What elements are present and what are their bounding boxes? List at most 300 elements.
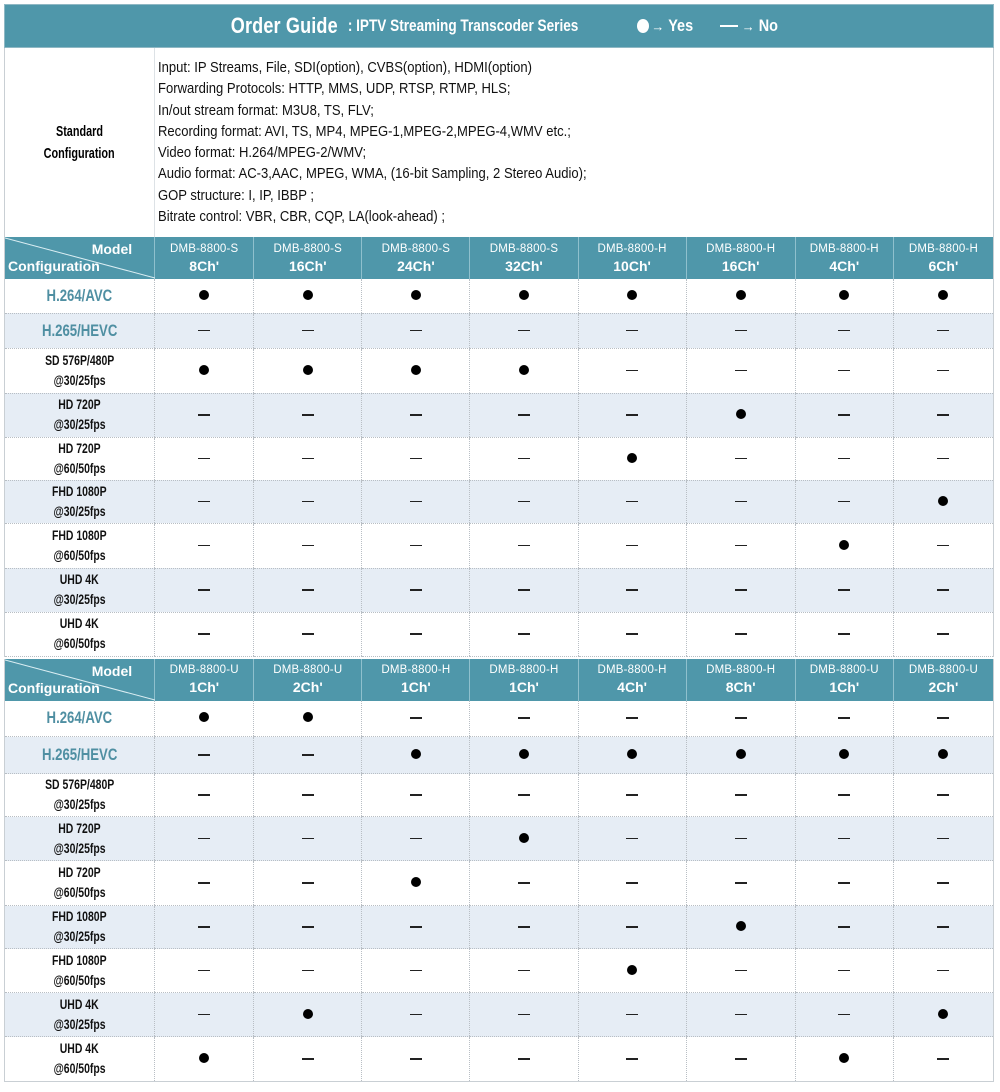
support-cell	[893, 313, 993, 348]
spec-line: Video format: H.264/MPEG-2/WMV;	[158, 145, 367, 162]
table-row	[5, 568, 994, 612]
corner-header	[5, 237, 155, 279]
support-cell	[155, 437, 254, 480]
support-cell	[893, 393, 993, 437]
support-cell	[155, 279, 254, 313]
support-cell	[470, 774, 578, 817]
legend-yes-label: Yes	[668, 16, 694, 35]
no-dash-icon	[198, 970, 210, 972]
row-label-line2: @60/50fps	[53, 547, 106, 563]
channel-count: 32Ch'	[505, 257, 543, 274]
yes-dot-icon	[519, 365, 529, 375]
no-dash-icon	[838, 794, 850, 796]
no-dash-icon	[302, 589, 314, 591]
support-cell	[155, 906, 254, 949]
yes-dot-icon	[199, 290, 209, 300]
no-dash-icon	[302, 926, 314, 928]
support-cell	[795, 906, 893, 949]
support-cell	[578, 393, 686, 437]
support-cell	[254, 279, 362, 313]
no-dash-icon	[410, 545, 422, 547]
yes-dot-icon	[627, 749, 637, 759]
yes-dot-icon	[303, 290, 313, 300]
no-dash-icon	[838, 501, 850, 503]
table-row	[5, 393, 994, 437]
model-name: DMB-8800-H	[706, 664, 776, 676]
standard-configuration	[4, 48, 994, 237]
label-line: Configuration	[43, 144, 116, 162]
model-name: DMB-8800-H	[809, 242, 879, 255]
support-cell	[686, 861, 795, 906]
row-label	[5, 568, 155, 612]
table-row	[5, 861, 994, 906]
support-cell	[362, 612, 470, 656]
row-label-line1: UHD 4K	[60, 1041, 100, 1056]
no-dash-icon	[410, 458, 422, 460]
table-header-row	[5, 659, 994, 701]
no-dash-icon	[410, 717, 422, 719]
channel-count: 6Ch'	[928, 257, 959, 274]
no-dash-icon	[302, 633, 314, 635]
support-cell	[362, 1037, 470, 1082]
channel-count: 2Ch'	[928, 679, 959, 695]
no-dash-icon	[735, 501, 747, 503]
no-dash-icon	[838, 882, 850, 884]
no-dash-icon	[626, 370, 638, 372]
support-cell	[686, 737, 795, 774]
support-cell	[155, 393, 254, 437]
no-dash-icon	[937, 970, 949, 972]
support-cell	[893, 523, 993, 568]
no-dash-icon	[937, 458, 949, 460]
support-cell	[254, 1037, 362, 1082]
table-header-row	[5, 237, 994, 279]
support-cell	[686, 817, 795, 861]
support-cell	[686, 906, 795, 949]
support-cell	[254, 737, 362, 774]
no-dash-icon	[735, 545, 747, 547]
spec-line: In/out stream format: M3U8, TS, FLV;	[158, 102, 374, 119]
support-cell	[254, 949, 362, 993]
model-axis-label: Model	[91, 662, 133, 679]
support-cell	[254, 701, 362, 737]
support-cell	[470, 393, 578, 437]
no-dash-icon	[518, 545, 530, 547]
support-cell	[686, 480, 795, 523]
channel-count: 16Ch'	[721, 257, 760, 274]
support-cell	[893, 906, 993, 949]
support-cell	[362, 993, 470, 1037]
support-cell	[155, 612, 254, 656]
corner-header	[5, 659, 155, 701]
support-cell	[893, 737, 993, 774]
support-cell	[362, 568, 470, 612]
row-label-line1: H.264/AVC	[46, 285, 113, 305]
row-label	[5, 861, 155, 906]
support-cell	[686, 523, 795, 568]
no-dash-icon	[838, 633, 850, 635]
row-label-line2: @30/25fps	[53, 592, 106, 607]
page-subtitle: : IPTV Streaming Transcoder Series	[348, 16, 579, 35]
support-cell	[578, 949, 686, 993]
support-cell	[470, 817, 578, 861]
yes-dot-icon	[839, 749, 849, 759]
no-dash-icon	[198, 414, 210, 416]
support-cell	[155, 949, 254, 993]
yes-dot-icon	[938, 496, 948, 506]
no-dash-icon	[838, 370, 850, 372]
no-dash-icon	[735, 882, 747, 884]
no-dash-icon	[198, 458, 210, 460]
label-line: Standard	[56, 122, 103, 140]
support-cell	[893, 1037, 993, 1082]
table-row	[5, 612, 994, 656]
support-cell	[470, 906, 578, 949]
support-cell	[686, 568, 795, 612]
no-dash-icon	[518, 926, 530, 928]
table-row	[5, 313, 994, 348]
model-column-header	[893, 659, 993, 701]
support-cell	[470, 348, 578, 393]
support-cell	[362, 313, 470, 348]
support-cell	[254, 568, 362, 612]
row-label-line1: FHD 1080P	[52, 952, 107, 968]
support-cell	[470, 993, 578, 1037]
no-dash-icon	[626, 926, 638, 928]
support-cell	[686, 993, 795, 1037]
support-cell	[795, 523, 893, 568]
model-name: DMB-8800-U	[169, 664, 239, 676]
row-label-line2: @30/25fps	[53, 840, 106, 856]
yes-dot-icon	[938, 749, 948, 759]
channel-count: 8Ch'	[189, 257, 220, 274]
support-cell	[686, 437, 795, 480]
model-name: DMB-8800-H	[597, 242, 667, 255]
no-dash-icon	[302, 414, 314, 416]
support-cell	[470, 701, 578, 737]
yes-dot-icon	[736, 749, 746, 759]
row-label	[5, 949, 155, 993]
no-dash-icon	[937, 589, 949, 591]
row-label	[5, 1037, 155, 1082]
yes-dot-icon	[303, 712, 313, 722]
channel-count: 1Ch'	[509, 679, 539, 695]
support-cell	[155, 993, 254, 1037]
row-label	[5, 774, 155, 817]
row-label-line2: @30/25fps	[53, 1016, 106, 1032]
table-row	[5, 437, 994, 480]
support-cell	[362, 279, 470, 313]
support-cell	[254, 774, 362, 817]
standard-configuration-label	[5, 48, 155, 237]
yes-dot-icon	[303, 365, 313, 375]
model-column-header	[155, 237, 254, 279]
row-label-line2: @30/25fps	[53, 929, 106, 944]
yes-dot-icon	[736, 290, 746, 300]
support-cell	[795, 393, 893, 437]
model-name: DMB-8800-U	[809, 664, 879, 676]
no-dash-icon	[626, 414, 638, 416]
no-dash-icon	[518, 330, 530, 332]
support-cell	[795, 817, 893, 861]
support-cell	[893, 949, 993, 993]
model-name: DMB-8800-S	[489, 242, 559, 255]
no-dash-icon	[937, 370, 949, 372]
no-dash-icon	[198, 633, 210, 635]
row-label-line1: UHD 4K	[60, 996, 100, 1012]
no-dash-icon	[302, 970, 314, 972]
model-table	[4, 659, 994, 1083]
support-cell	[155, 737, 254, 774]
configuration-axis-label: Configuration	[8, 258, 100, 274]
row-label-line2: @60/50fps	[53, 460, 106, 476]
support-cell	[578, 817, 686, 861]
support-cell	[470, 313, 578, 348]
spec-line: Forwarding Protocols: HTTP, MMS, UDP, RTSP, RTMP, HLS;	[158, 81, 511, 98]
no-dash-icon	[410, 1058, 422, 1060]
support-cell	[362, 737, 470, 774]
support-cell	[155, 1037, 254, 1082]
no-dash-icon	[518, 414, 530, 416]
support-cell	[254, 993, 362, 1037]
no-dash-icon	[518, 794, 530, 796]
support-cell	[578, 348, 686, 393]
no-dash-icon	[302, 754, 314, 756]
support-cell	[578, 737, 686, 774]
support-cell	[686, 313, 795, 348]
yes-dot-icon	[736, 409, 746, 419]
model-column-header	[362, 659, 470, 701]
support-cell	[362, 949, 470, 993]
yes-dot-icon	[199, 1053, 209, 1063]
no-dash-icon	[198, 882, 210, 884]
model-column-header	[893, 237, 993, 279]
channel-count: 4Ch'	[829, 257, 860, 274]
support-cell	[254, 393, 362, 437]
no-dash-icon	[937, 545, 949, 547]
support-cell	[470, 437, 578, 480]
no-dash-icon	[735, 458, 747, 460]
support-cell	[686, 612, 795, 656]
model-column-header	[795, 659, 893, 701]
configuration-axis-label: Configuration	[8, 679, 100, 696]
table-row	[5, 949, 994, 993]
no-dash-icon	[626, 545, 638, 547]
row-label-line1: HD 720P	[58, 865, 101, 880]
support-cell	[155, 313, 254, 348]
channel-count: 2Ch'	[292, 679, 323, 695]
support-cell	[155, 523, 254, 568]
no-dash-icon	[410, 1014, 422, 1016]
model-column-header	[578, 659, 686, 701]
support-cell	[795, 861, 893, 906]
yes-dot-icon	[199, 365, 209, 375]
row-label	[5, 393, 155, 437]
yes-dot-icon	[411, 749, 421, 759]
no-dash-icon	[518, 458, 530, 460]
support-cell	[893, 568, 993, 612]
yes-dot-icon	[411, 365, 421, 375]
row-label-line1: UHD 4K	[60, 572, 100, 587]
table-row	[5, 523, 994, 568]
table-row	[5, 737, 994, 774]
no-dash-icon	[302, 838, 314, 840]
model-column-header	[155, 659, 254, 701]
model-tables	[4, 237, 994, 1082]
support-cell	[362, 774, 470, 817]
no-dash-icon	[198, 926, 210, 928]
legend	[637, 16, 779, 36]
support-cell	[155, 774, 254, 817]
table-row	[5, 774, 994, 817]
no-dash-icon	[198, 501, 210, 503]
table-row	[5, 348, 994, 393]
no-dash-icon	[937, 838, 949, 840]
support-cell	[578, 861, 686, 906]
support-cell	[362, 437, 470, 480]
no-dash-icon	[410, 501, 422, 503]
yes-dot-icon	[411, 290, 421, 300]
no-dash-icon	[735, 717, 747, 719]
row-label	[5, 817, 155, 861]
no-dash-icon	[735, 370, 747, 372]
yes-dot-icon	[938, 290, 948, 300]
support-cell	[470, 279, 578, 313]
support-cell	[795, 993, 893, 1037]
row-label	[5, 993, 155, 1037]
order-guide	[4, 4, 994, 1082]
support-cell	[155, 861, 254, 906]
yes-dot-icon	[736, 921, 746, 931]
model-column-header	[254, 237, 362, 279]
table-row	[5, 817, 994, 861]
no-dash-icon	[838, 458, 850, 460]
no-dash-icon	[937, 633, 949, 635]
no-dash-icon	[735, 589, 747, 591]
model-axis-label: Model	[91, 241, 133, 257]
no-dash-icon	[735, 330, 747, 332]
row-label	[5, 348, 155, 393]
no-dash-icon	[937, 1058, 949, 1060]
row-label-line1: H.265/HEVC	[41, 745, 118, 764]
no-dash-icon	[626, 330, 638, 332]
row-label-line2: @30/25fps	[53, 797, 106, 812]
no-dash-icon	[937, 414, 949, 416]
support-cell	[795, 568, 893, 612]
no-dash-icon	[518, 501, 530, 503]
no-dash-icon	[735, 794, 747, 796]
no-dash-icon	[838, 330, 850, 332]
yes-dot-icon	[839, 540, 849, 550]
yes-dot-icon	[519, 749, 529, 759]
yes-dot-icon	[627, 965, 637, 975]
no-dash-icon	[410, 838, 422, 840]
no-dash-icon	[937, 717, 949, 719]
yes-dot-icon	[839, 290, 849, 300]
support-cell	[795, 279, 893, 313]
model-name: DMB-8800-S	[273, 242, 343, 255]
support-cell	[795, 737, 893, 774]
support-cell	[254, 313, 362, 348]
arrow-right-icon: →	[741, 18, 755, 34]
support-cell	[578, 313, 686, 348]
support-cell	[893, 612, 993, 656]
no-dash-icon	[626, 794, 638, 796]
support-cell	[893, 701, 993, 737]
no-dash-icon	[838, 414, 850, 416]
row-label-line2: @30/25fps	[53, 503, 106, 519]
no-dash-icon	[735, 633, 747, 635]
yes-dot-icon	[519, 833, 529, 843]
support-cell	[254, 480, 362, 523]
no-dash-icon	[838, 717, 850, 719]
row-label-line2: @60/50fps	[53, 972, 106, 988]
channel-count: 1Ch'	[829, 679, 860, 695]
yes-dot-icon	[627, 453, 637, 463]
row-label-line2: @60/50fps	[53, 885, 106, 900]
yes-dot-icon	[519, 290, 529, 300]
no-dash-icon	[838, 838, 850, 840]
model-column-header	[362, 237, 470, 279]
row-label-line2: @60/50fps	[53, 1061, 106, 1076]
support-cell	[893, 993, 993, 1037]
no-dash-icon	[937, 794, 949, 796]
no-dash-icon	[302, 794, 314, 796]
row-label-line1: HD 720P	[58, 820, 101, 836]
support-cell	[893, 774, 993, 817]
channel-count: 1Ch'	[189, 679, 220, 695]
no-dash-icon	[302, 458, 314, 460]
row-label	[5, 906, 155, 949]
row-label	[5, 480, 155, 523]
no-dash-icon	[302, 882, 314, 884]
support-cell	[795, 480, 893, 523]
title-bar	[4, 4, 994, 48]
yes-dot-icon	[411, 877, 421, 887]
row-label	[5, 523, 155, 568]
page-title: Order Guide	[230, 13, 338, 38]
support-cell	[578, 701, 686, 737]
support-cell	[362, 393, 470, 437]
row-label-line1: HD 720P	[58, 440, 101, 456]
support-cell	[686, 279, 795, 313]
support-cell	[362, 523, 470, 568]
row-label-line1: FHD 1080P	[52, 527, 107, 543]
row-label-line1: UHD 4K	[60, 616, 100, 631]
support-cell	[470, 737, 578, 774]
legend-no-label: No	[758, 16, 778, 35]
support-cell	[362, 701, 470, 737]
support-cell	[578, 437, 686, 480]
support-cell	[470, 612, 578, 656]
row-label-line1: FHD 1080P	[52, 483, 107, 499]
table-row	[5, 1037, 994, 1082]
no-dash-icon	[302, 1058, 314, 1060]
row-label	[5, 279, 155, 313]
no-dash-icon	[626, 1014, 638, 1016]
table-row	[5, 906, 994, 949]
no-dash-icon	[198, 545, 210, 547]
no-dash-icon	[302, 330, 314, 332]
no-dash-icon	[518, 1014, 530, 1016]
no-dash-icon	[518, 717, 530, 719]
no-dash-icon	[410, 794, 422, 796]
no-dash-icon	[518, 589, 530, 591]
no-dash-icon	[410, 330, 422, 332]
model-column-header	[795, 237, 893, 279]
yes-dot-icon	[303, 1009, 313, 1019]
model-name: DMB-8800-H	[489, 664, 559, 676]
